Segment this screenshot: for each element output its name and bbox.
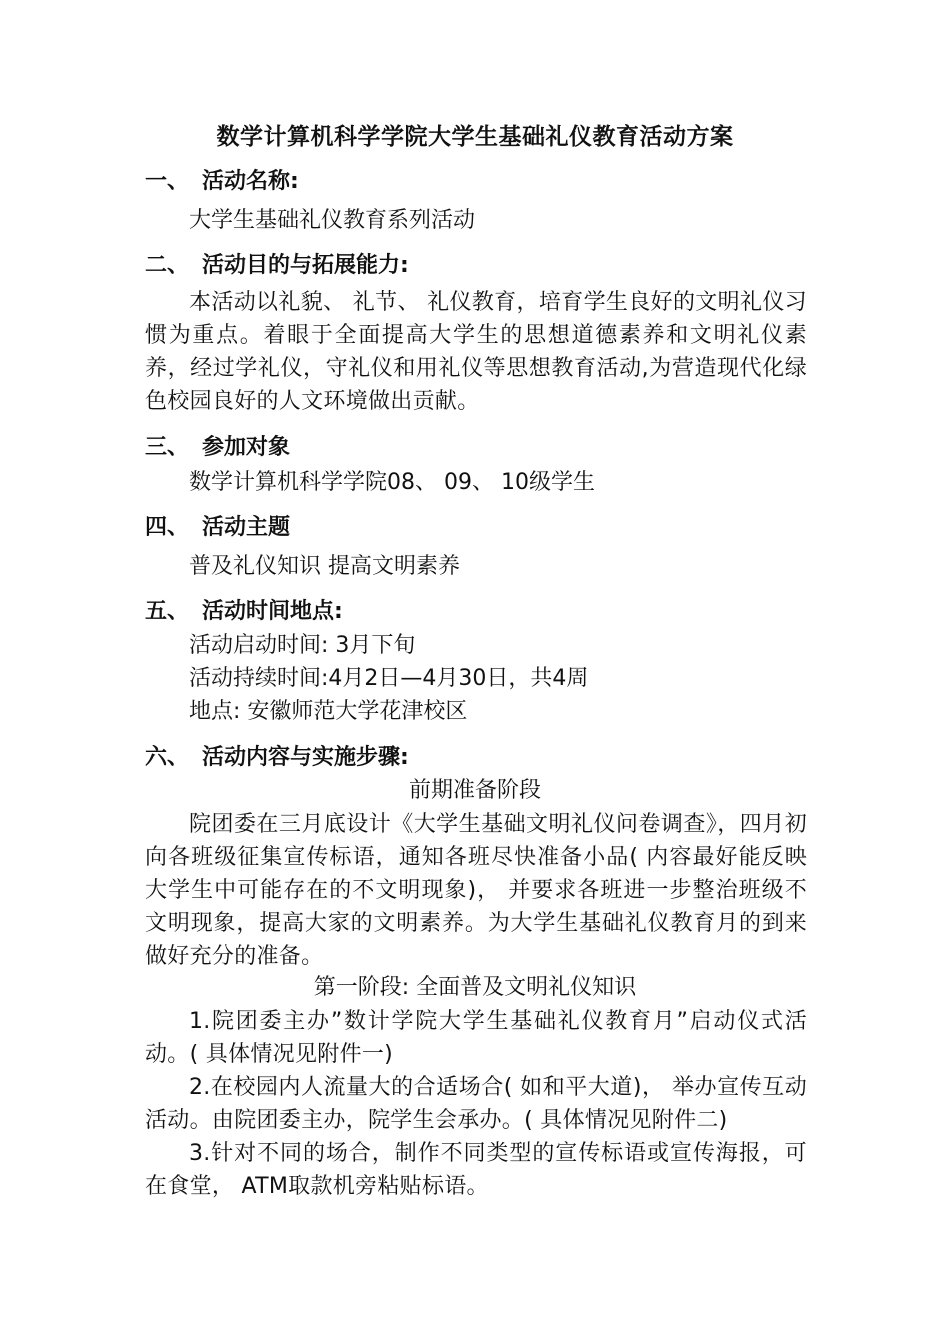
stage1-title: 第一阶段: 全面普及文明礼仪知识 (313, 975, 637, 1000)
activity-name: 大学生基础礼仪教育系列活动 (189, 208, 476, 233)
section-number: 四、 (145, 515, 190, 540)
section-title: 活动时间地点: (202, 599, 343, 624)
stage1-item-3: 3.针对不同的场合，制作不同类型的宣传标语或宣传海报，可在食堂， ATM取款机旁粘贴标语。 (145, 1141, 807, 1199)
stage-prep-paragraph: 院团委在三月底设计《大学生基础文明礼仪问卷调查》，四月初向各班级征集宣传标语，通知各班尽快准备小品( 内容最好能反映大学生中可能存在的不文明现象)， 并要求各班进一步整治班级不文明现象，提高大家的文明素养。为大学生基础礼仪教育月的到来做好充分的准备。 (145, 812, 807, 969)
document-title: 数学计算机科学学院大学生基础礼仪教育活动方案 (216, 124, 734, 150)
participants-text: 数学计算机科学学院08、 09、 10级学生 (189, 470, 595, 495)
section-number: 六、 (145, 745, 190, 770)
location-line: 地点: 安徽师范大学花津校区 (189, 699, 468, 724)
purpose-paragraph: 本活动以礼貌、 礼节、 礼仪教育，培育学生良好的文明礼仪习惯为重点。着眼于全面提高大学生的思想道德素养和文明礼仪素养，经过学礼仪，守礼仪和用礼仪等思想教育活动,为营造现代化绿色校园良好的人文环境做出贡献。 (145, 290, 807, 414)
stage1-item-2: 2.在校园内人流量大的合适场合( 如和平大道)， 举办宣传互动活动。由院团委主办，院学生会承办。( 具体情况见附件二) (145, 1075, 807, 1133)
section-heading-2 (145, 248, 409, 279)
stage1-item-1: 1.院团委主办”数计学院大学生基础礼仪教育月”启动仪式活动。( 具体情况见附件一) (145, 1009, 807, 1067)
section-heading-4 (145, 510, 290, 541)
section-title: 参加对象 (202, 435, 291, 460)
section-number: 一、 (145, 169, 190, 194)
section-heading-6 (145, 740, 409, 771)
section-title: 活动目的与拓展能力: (202, 253, 409, 278)
section-heading-3 (145, 430, 290, 461)
section-heading-1 (145, 164, 299, 195)
section-title: 活动内容与实施步骤: (202, 745, 409, 770)
section-number: 三、 (145, 435, 190, 460)
duration-line: 活动持续时间:4月2日—4月30日，共4周 (189, 666, 589, 691)
section-number: 五、 (145, 599, 190, 624)
stage-prep-title: 前期准备阶段 (408, 778, 541, 803)
section-number: 二、 (145, 253, 190, 278)
section-heading-5 (145, 594, 343, 625)
start-time-line: 活动启动时间: 3月下旬 (189, 633, 416, 658)
section-title: 活动名称: (202, 169, 299, 194)
theme-text: 普及礼仪知识 提高文明素养 (189, 554, 460, 579)
section-title: 活动主题 (202, 515, 291, 540)
